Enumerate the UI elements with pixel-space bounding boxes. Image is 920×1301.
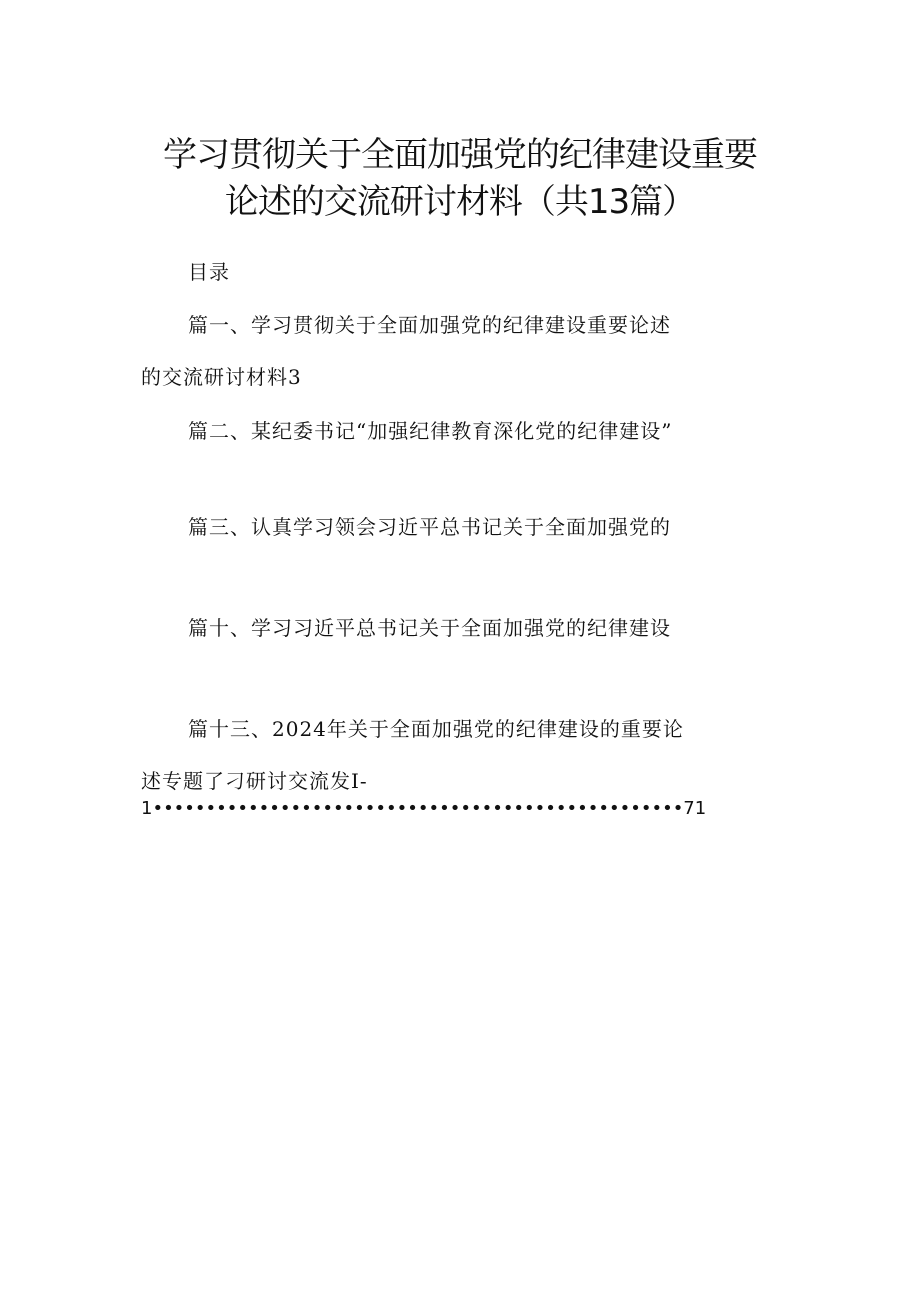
document-title-line-2: 论述的交流研讨材料（共13篇） bbox=[224, 182, 696, 222]
toc-heading: 目录 bbox=[188, 260, 230, 284]
toc-entry-10: 篇十、学习习近平总书记关于全面加强党的纪律建设 bbox=[188, 616, 671, 640]
document-title-line-1: 学习贯彻关于全面加强党的纪律建设重要 bbox=[163, 135, 757, 175]
toc-entry-1-line-2: 的交流研讨材料3 bbox=[141, 365, 302, 389]
toc-entry-1-line-1: 篇一、学习贯彻关于全面加强党的纪律建设重要论述 bbox=[188, 313, 671, 337]
toc-entry-2: 篇二、某纪委书记“加强纪律教育深化党的纪律建设” bbox=[188, 419, 673, 443]
toc-entry-13-leader-line: 1••••••••••••••••••••••••••••••••••••••••••••••••••71 bbox=[141, 798, 707, 819]
toc-entry-13-line-1: 篇十三、2024年关于全面加强党的纪律建设的重要论 bbox=[188, 717, 684, 741]
toc-entry-13-line-2: 述专题了刁研讨交流发I- bbox=[141, 769, 368, 793]
toc-entry-3: 篇三、认真学习领会习近平总书记关于全面加强党的 bbox=[188, 515, 671, 539]
